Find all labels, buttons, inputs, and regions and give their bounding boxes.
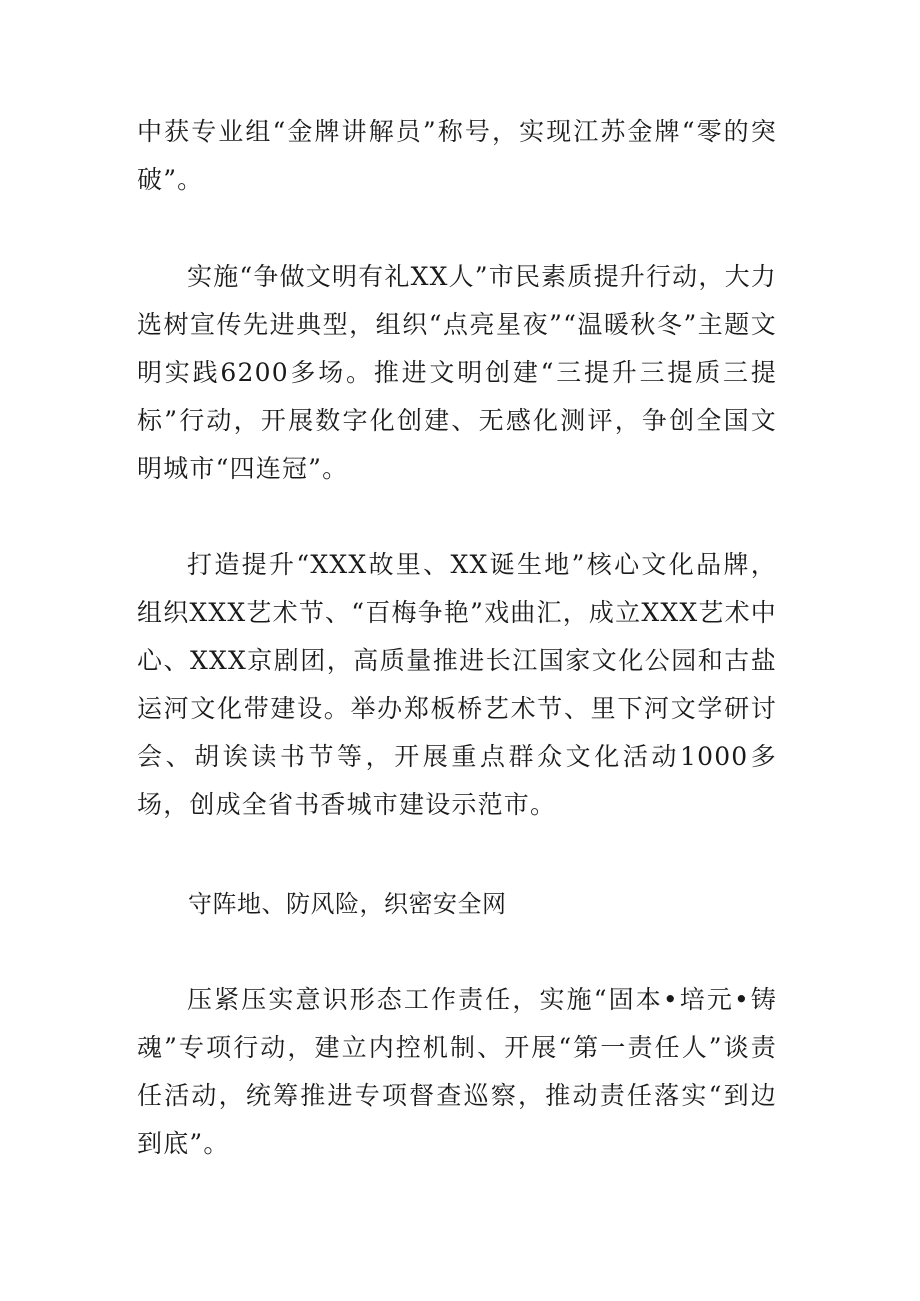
- paragraph-civility-campaign: 实施“争做文明有礼XX人”市民素质提升行动，大力选树宣传先进典型，组织“点亮星夜”“温暖秋冬”主题文明实践6200多场。推进文明创建“三提升三提质三提标”行动，开展数字化创建、无感化测评，争创全国文明城市“四连冠”。: [137, 262, 777, 483]
- paragraph-ideology-responsibility: 压紧压实意识形态工作责任，实施“固本•培元•铸魂”专项行动，建立内控机制、开展“第一责任人”谈责任活动，统筹推进专项督查巡察，推动责任落实“到边到底”。: [137, 985, 777, 1158]
- paragraph-cultural-brand: 打造提升“XXX故里、XX诞生地”核心文化品牌，组织XXX艺术节、“百梅争艳”戏曲汇，成立XXX艺术中心、XXX京剧团，高质量推进长江国家文化公园和古盐运河文化带建设。举办郑板桥艺术节、里下河文学研讨会、胡诶读书节等，开展重点群众文化活动1000多场，创成全省书香城市建设示范市。: [137, 550, 777, 819]
- section-heading: 守阵地、防风险，织密安全网: [188, 890, 507, 918]
- paragraph-continuation: 中获专业组“金牌讲解员”称号，实现江苏金牌“零的突破”。: [137, 117, 777, 194]
